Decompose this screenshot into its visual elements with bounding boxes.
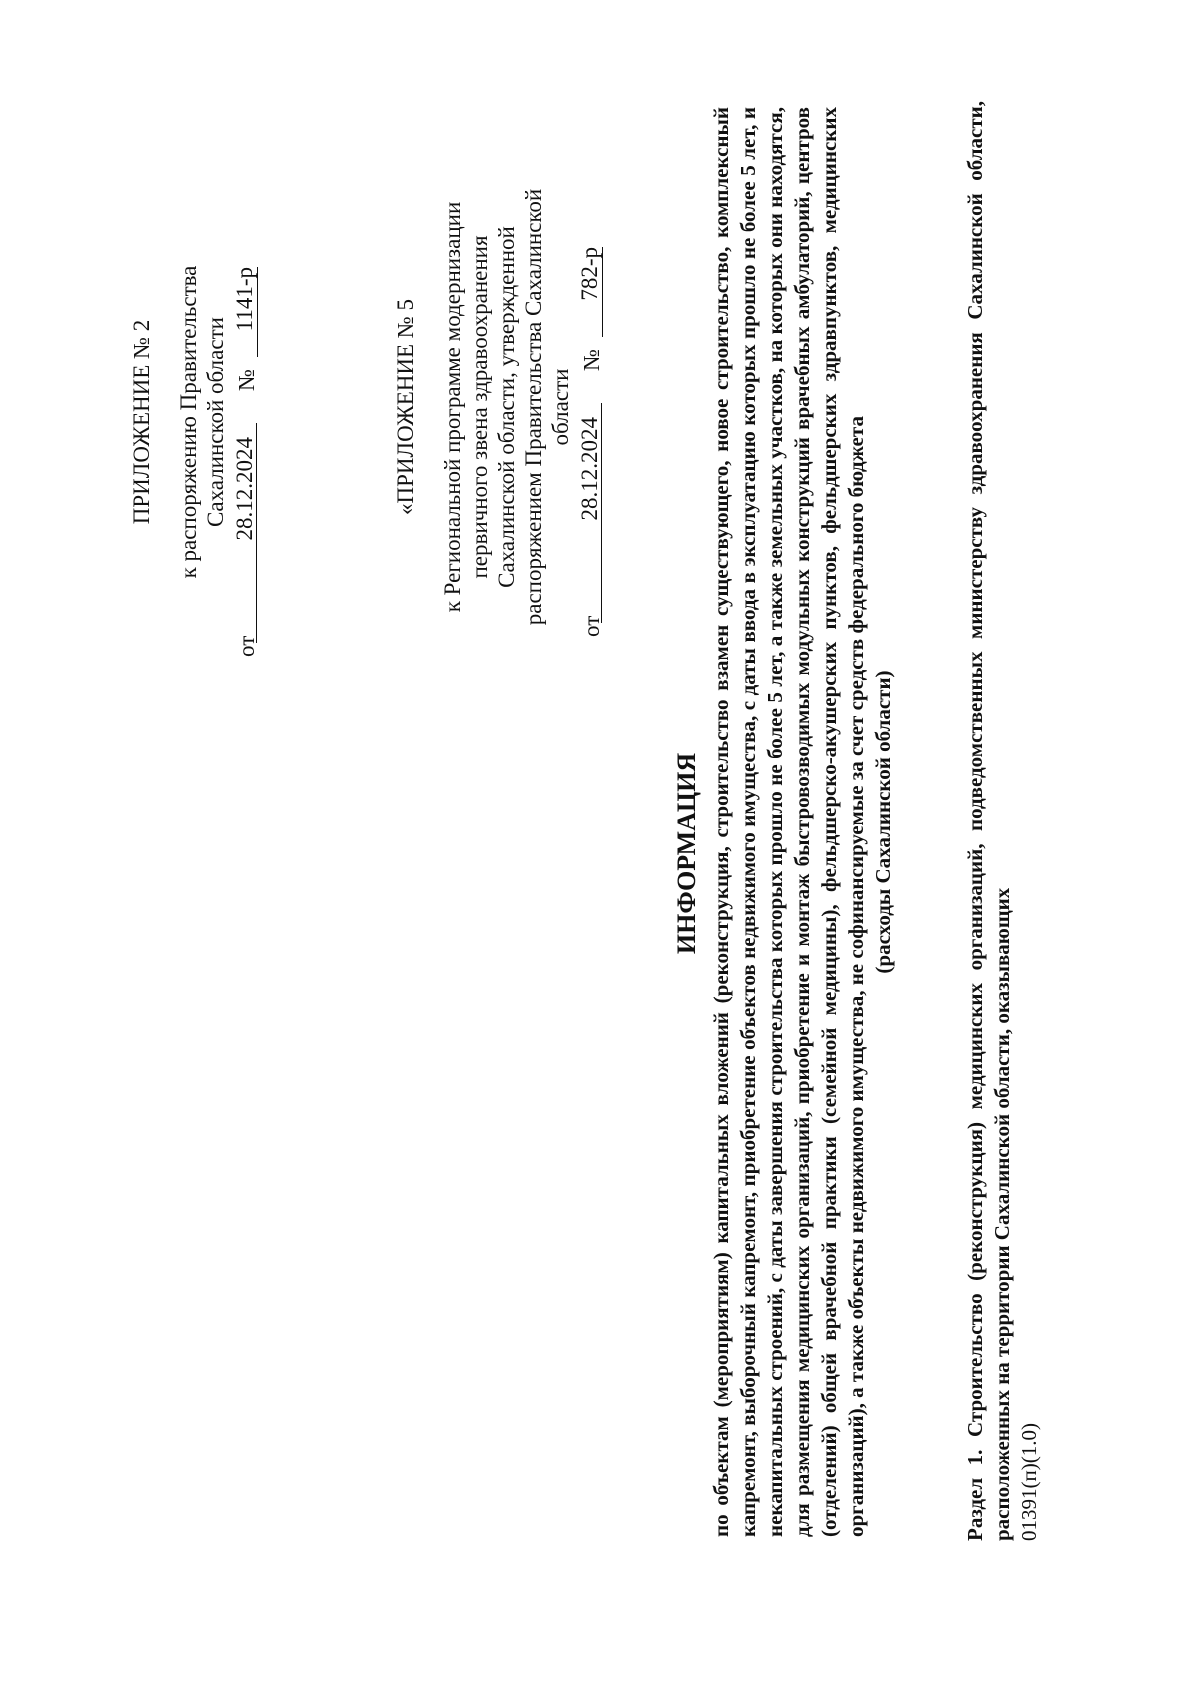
document-title: ИНФОРМАЦИЯ (672, 752, 701, 955)
appendix-5-date-line (576, 167, 604, 637)
appendix-2-header (128, 187, 259, 657)
appendix-5-to-line4: распоряжением Правительства Сахалинской (521, 188, 546, 626)
appendix-5-to-line3: Сахалинской области, утвержденной (494, 226, 519, 588)
appendix-5-to-line2: первичного звена здравоохранения (467, 235, 492, 579)
body-text: по объектам (мероприятиям) капитальных вложений (реконструкция, строительство взамен существующего, новое строительство, комплексный капремонт, выборочный капремонт, приобретение объектов недвижимого имущества, с даты ввода в эксплуатацию которых прошло не более 5 лет, и некапитальных строений, с даты завершения строительства которых прошло не более 5 лет, а также земельных участков, на которых они находятся, для размещения медицинских организаций, приобретение и монтаж быстровозводимых модульных конструкций врачебных амбулаторий, центров (отделений) общей врачебной практики (семейной медицины), фельдшерско-акушерских пунктов, фельдшерских здравпунктов, медицинских организаций), а также объекты недвижимого имущества, не софинансируемые за счет средств федерального бюджета (709, 107, 868, 1537)
appendix-5-number-label: № (579, 349, 604, 371)
section-text: Строительство (реконструкция) медицинских организаций, подведомственных министерству здравоохранения Сахалинской области, расположенных на территории Сахалинской области, оказывающих (963, 101, 1014, 1541)
appendix-2-to-line1: к распоряжению Правительства (176, 265, 201, 579)
appendix-2-from-label: от (234, 635, 259, 657)
section-code: 01391(п)(1.0) (1017, 1423, 1041, 1541)
appendix-2-number-label: № (234, 369, 259, 391)
document-body (708, 107, 897, 1537)
appendix-5-number: 782-р (576, 247, 603, 337)
body-subtitle: (расходы Сахалинской области) (871, 670, 895, 974)
section-1 (962, 101, 1043, 1541)
appendix-2-date-line (231, 187, 259, 657)
appendix-2-to-line2: Сахалинской области (203, 317, 228, 527)
appendix-5-to-line1: к Региональной программе модернизации (440, 201, 465, 613)
section-label: Раздел 1. (963, 1449, 987, 1541)
appendix-5-title: «ПРИЛОЖЕНИЕ № 5 (393, 298, 418, 516)
appendix-2-number: 1141-р (231, 267, 258, 357)
appendix-5-to-line5: области (548, 368, 573, 446)
appendix-5-header (392, 147, 604, 667)
appendix-5-date: 28.12.2024 (576, 403, 602, 623)
appendix-5-from-label: от (579, 615, 604, 637)
appendix-2-date: 28.12.2024 (231, 423, 257, 643)
appendix-2-title: ПРИЛОЖЕНИЕ № 2 (129, 319, 154, 525)
